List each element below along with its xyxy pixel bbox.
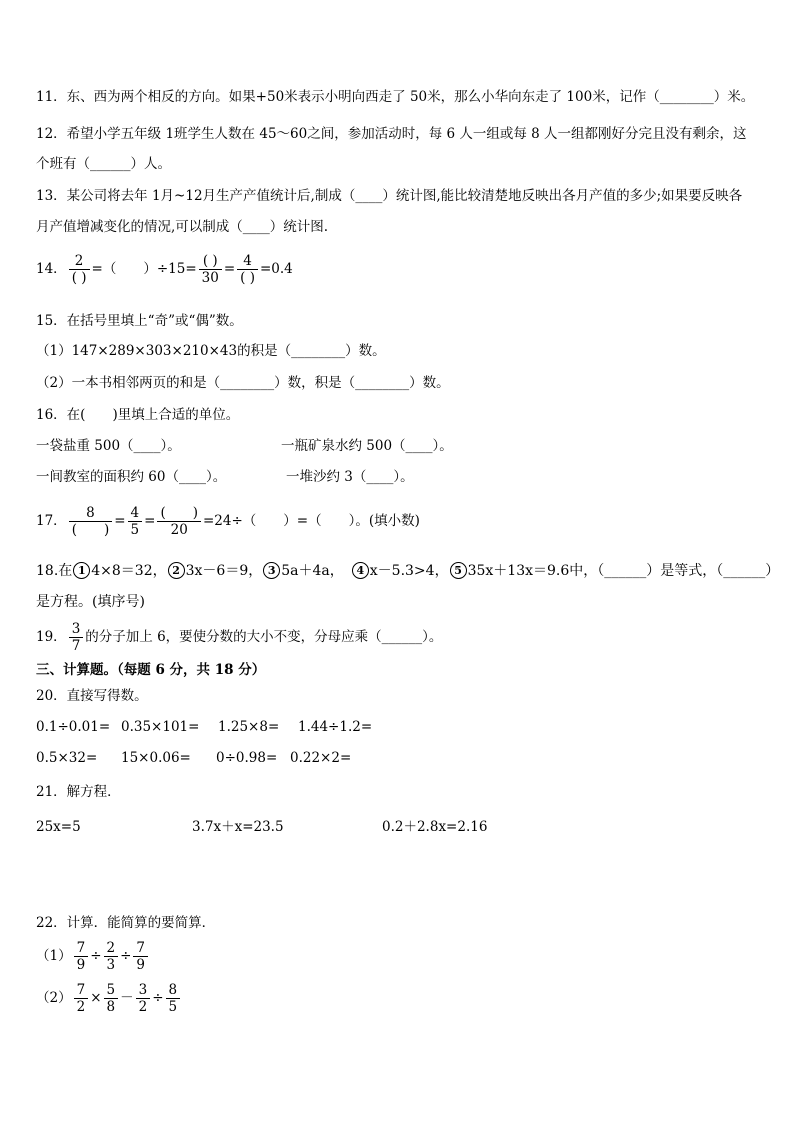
q20-r2-c3: 0÷0.98= bbox=[216, 750, 278, 766]
question-18-line2: 是方程。(填序号) bbox=[36, 594, 145, 610]
question-16-c: 一间教室的面积约 60（____）。 bbox=[36, 469, 227, 485]
circled-number-5: 5 bbox=[450, 562, 467, 579]
question-22-part1: （1） $\frac{7}{9}$ ÷ $\frac{2}{3}$ ÷ $\frac{7}{9}$ bbox=[36, 938, 150, 974]
question-16-b: 一瓶矿泉水约 500（____）。 bbox=[281, 438, 453, 454]
q20-r2-c2: 15×0.06= bbox=[121, 750, 191, 766]
question-19: 19． $\frac{3}{7}$ 的分子加上 6，要使分数的大小不变，分母应乘（______）。 bbox=[36, 621, 443, 654]
question-15-sub1: （1）147×289×303×210×43的积是（________）数。 bbox=[36, 343, 386, 359]
q22-2-fraction-d: $\frac{8}{5}$ bbox=[166, 982, 181, 1015]
q21-equation-3: 0.2＋2.8x=2.16 bbox=[382, 819, 488, 835]
question-15-title: 15．在括号里填上“奇”或“偶”数。 bbox=[36, 313, 243, 329]
q22-1-fraction-a: $\frac{7}{9}$ bbox=[74, 940, 89, 973]
question-13-line1: 13．某公司将去年 1月~12月生产产值统计后,制成（____）统计图,能比较清楚地反映出各月产值的多少;如果要反映各 bbox=[36, 188, 743, 204]
question-17: 17． $\frac{8}{( )}$ = $\frac{4}{5}$ = $\frac{( )}{20}$ =24÷（ ）=（ ）。(填小数) bbox=[36, 505, 420, 538]
q22-1-fraction-b: $\frac{2}{3}$ bbox=[104, 940, 119, 973]
question-22-title: 22．计算．能简算的要简算． bbox=[36, 915, 216, 931]
q22-2-fraction-c: $\frac{3}{2}$ bbox=[136, 982, 151, 1015]
question-16-title: 16．在( )里填上合适的单位。 bbox=[36, 407, 240, 423]
q20-r2-c4: 0.22×2= bbox=[290, 750, 352, 766]
question-16-a: 一袋盐重 500（____）。 bbox=[36, 438, 181, 454]
circled-number-1: 1 bbox=[73, 562, 90, 579]
q17-fraction-3: $\frac{( )}{20}$ bbox=[157, 505, 201, 538]
question-11: 11．东、西为两个相反的方向。如果+50米表示小明向西走了 50米，那么小华向东走了 100米，记作（________）米。 bbox=[36, 89, 755, 105]
q20-r1-c2: 0.35×101= bbox=[121, 719, 200, 735]
q17-fraction-1: $\frac{8}{( )}$ bbox=[69, 505, 113, 538]
q14-fraction-1: $\frac{2}{( )}$ bbox=[69, 253, 90, 286]
question-21-title: 21．解方程． bbox=[36, 784, 121, 800]
question-12-line2: 个班有（______）人。 bbox=[36, 156, 171, 172]
q14-fraction-3: $\frac{4}{( )}$ bbox=[237, 253, 258, 286]
q21-equation-1: 25x=5 bbox=[36, 819, 81, 835]
circled-number-4: 4 bbox=[352, 562, 369, 579]
q17-fraction-2: $\frac{4}{5}$ bbox=[128, 505, 143, 538]
q14-label: 14． bbox=[36, 261, 67, 277]
q20-r1-c1: 0.1÷0.01= bbox=[36, 719, 111, 735]
question-12-line1: 12．希望小学五年级 1班学生人数在 45～60之间，参加活动时，每 6 人一组或每 8 人一组都刚好分完且没有剩余，这 bbox=[36, 126, 747, 142]
q22-2-fraction-a: $\frac{7}{2}$ bbox=[74, 982, 89, 1015]
q14-fraction-2: $\frac{( )}{30}$ bbox=[199, 253, 222, 286]
circled-number-2: 2 bbox=[168, 562, 185, 579]
question-15-sub2: （2）一本书相邻两页的和是（________）数，积是（________）数。 bbox=[36, 375, 450, 391]
section-3-heading: 三、计算题。（每题 6 分，共 18 分） bbox=[36, 662, 266, 678]
q22-1-fraction-c: $\frac{7}{9}$ bbox=[133, 940, 148, 973]
question-13-line2: 月产值增减变化的情况,可以制成（____）统计图. bbox=[36, 219, 329, 235]
q20-r1-c3: 1.25×8= bbox=[218, 719, 280, 735]
question-22-part2: （2） $\frac{7}{2}$ × $\frac{5}{8}$ － $\frac{3}{2}$ ÷ $\frac{8}{5}$ bbox=[36, 980, 182, 1016]
q17-label: 17． bbox=[36, 513, 67, 529]
question-16-d: 一堆沙约 3（____）。 bbox=[286, 469, 414, 485]
q20-r2-c1: 0.5×32= bbox=[36, 750, 98, 766]
circled-number-3: 3 bbox=[263, 562, 280, 579]
question-18-line1: 18.在 1 4×8＝32， 2 3x－6＝9， 3 5a＋4a， 4 x－5.3>4， 5 35x＋13x＝9.6中，（______）是等式，（______） bbox=[36, 563, 780, 579]
q22-2-fraction-b: $\frac{5}{8}$ bbox=[104, 982, 119, 1015]
q20-r1-c4: 1.44÷1.2= bbox=[298, 719, 373, 735]
q21-equation-2: 3.7x＋x=23.5 bbox=[192, 819, 284, 835]
q19-fraction: $\frac{3}{7}$ bbox=[69, 621, 84, 654]
question-20-title: 20．直接写得数。 bbox=[36, 688, 148, 704]
question-14: 14． $\frac{2}{( )}$ =（ ）÷15= $\frac{( )}{30}$ = $\frac{4}{( )}$ =0.4 bbox=[36, 253, 293, 286]
